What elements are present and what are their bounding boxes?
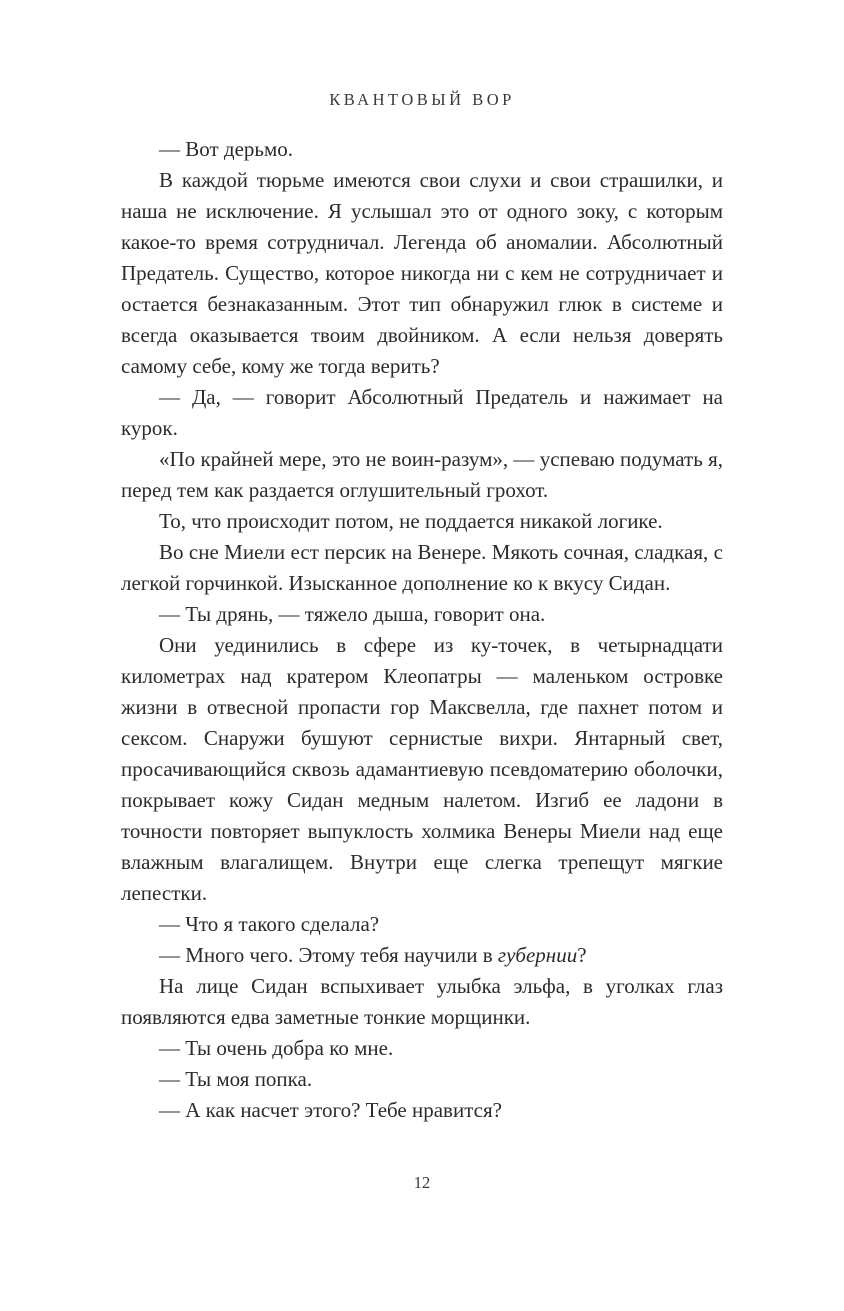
paragraph-text: — Ты очень добра ко мне. [159,1036,394,1060]
paragraph [121,1033,723,1064]
page-number: 12 [413,1173,431,1192]
paragraph [121,1064,723,1095]
paragraph-text: Они уединились в сфере из ку-точек, в четырнадцати километрах над кратером Клеопатры — маленьком островке жизни в отвесной пропасти гор Максвелла, где пахнет потом и сексом. Снаружи бушуют сернистые вихри. Янтарный свет, просачивающийся сквозь адамантиевую псевдоматерию оболочки, покрывает кожу Сидан медным налетом. Изгиб ее ладони в точности повторяет выпуклость холмика Венеры Миели над еще влажным влагалищем. Внутри еще слегка трепещут мягкие лепестки. [121,633,723,905]
running-header: КВАНТОВЫЙ ВОР [329,90,515,109]
paragraph-text: — Ты моя попка. [159,1067,313,1091]
paragraph [121,940,723,971]
paragraph [121,599,723,630]
paragraph-text: — Да, — говорит Абсолютный Предатель и нажимает на курок. [121,385,723,440]
page-body [121,134,723,1126]
paragraph [121,971,723,1033]
paragraph [121,134,723,165]
paragraph-text-italic: губернии [497,943,578,967]
paragraph [121,506,723,537]
paragraph [121,630,723,909]
paragraph-text: ? [577,943,587,967]
paragraph-text: На лице Сидан вспыхивает улыбка эльфа, в уголках глаз появляются едва заметные тонкие морщинки. [121,974,723,1029]
paragraph [121,909,723,940]
paragraph [121,382,723,444]
paragraph-text: — Ты дрянь, — тяжело дыша, говорит она. [159,602,546,626]
paragraph-text: — Что я такого сделала? [159,912,380,936]
paragraph-text: — Вот дерьмо. [159,137,294,161]
paragraph-text: В каждой тюрьме имеются свои слухи и свои страшилки, и наша не исключение. Я услышал это от одного зоку, с которым какое-то время сотрудничал. Легенда об аномалии. Абсолютный Предатель. Существо, которое никогда ни с кем не сотрудничает и остается безнаказанным. Этот тип обнаружил глюк в системе и всегда оказывается твоим двойником. А если нельзя доверять самому себе, кому же тогда верить? [121,168,723,378]
paragraph-text: — Много чего. Этому тебя научили в [159,943,498,967]
paragraph [121,165,723,382]
paragraph [121,537,723,599]
paragraph [121,444,723,506]
paragraph-text: Во сне Миели ест персик на Венере. Мякоть сочная, сладкая, с легкой горчинкой. Изысканное дополнение ко к вкусу Сидан. [121,540,723,595]
paragraph [121,1095,723,1126]
paragraph-text: «По крайней мере, это не воин-разум», — успеваю подумать я, перед тем как раздается оглушительный грохот. [121,447,723,502]
paragraph-text: — А как насчет этого? Тебе нравится? [159,1098,502,1122]
paragraph-text: То, что происходит потом, не поддается никакой логике. [159,509,663,533]
